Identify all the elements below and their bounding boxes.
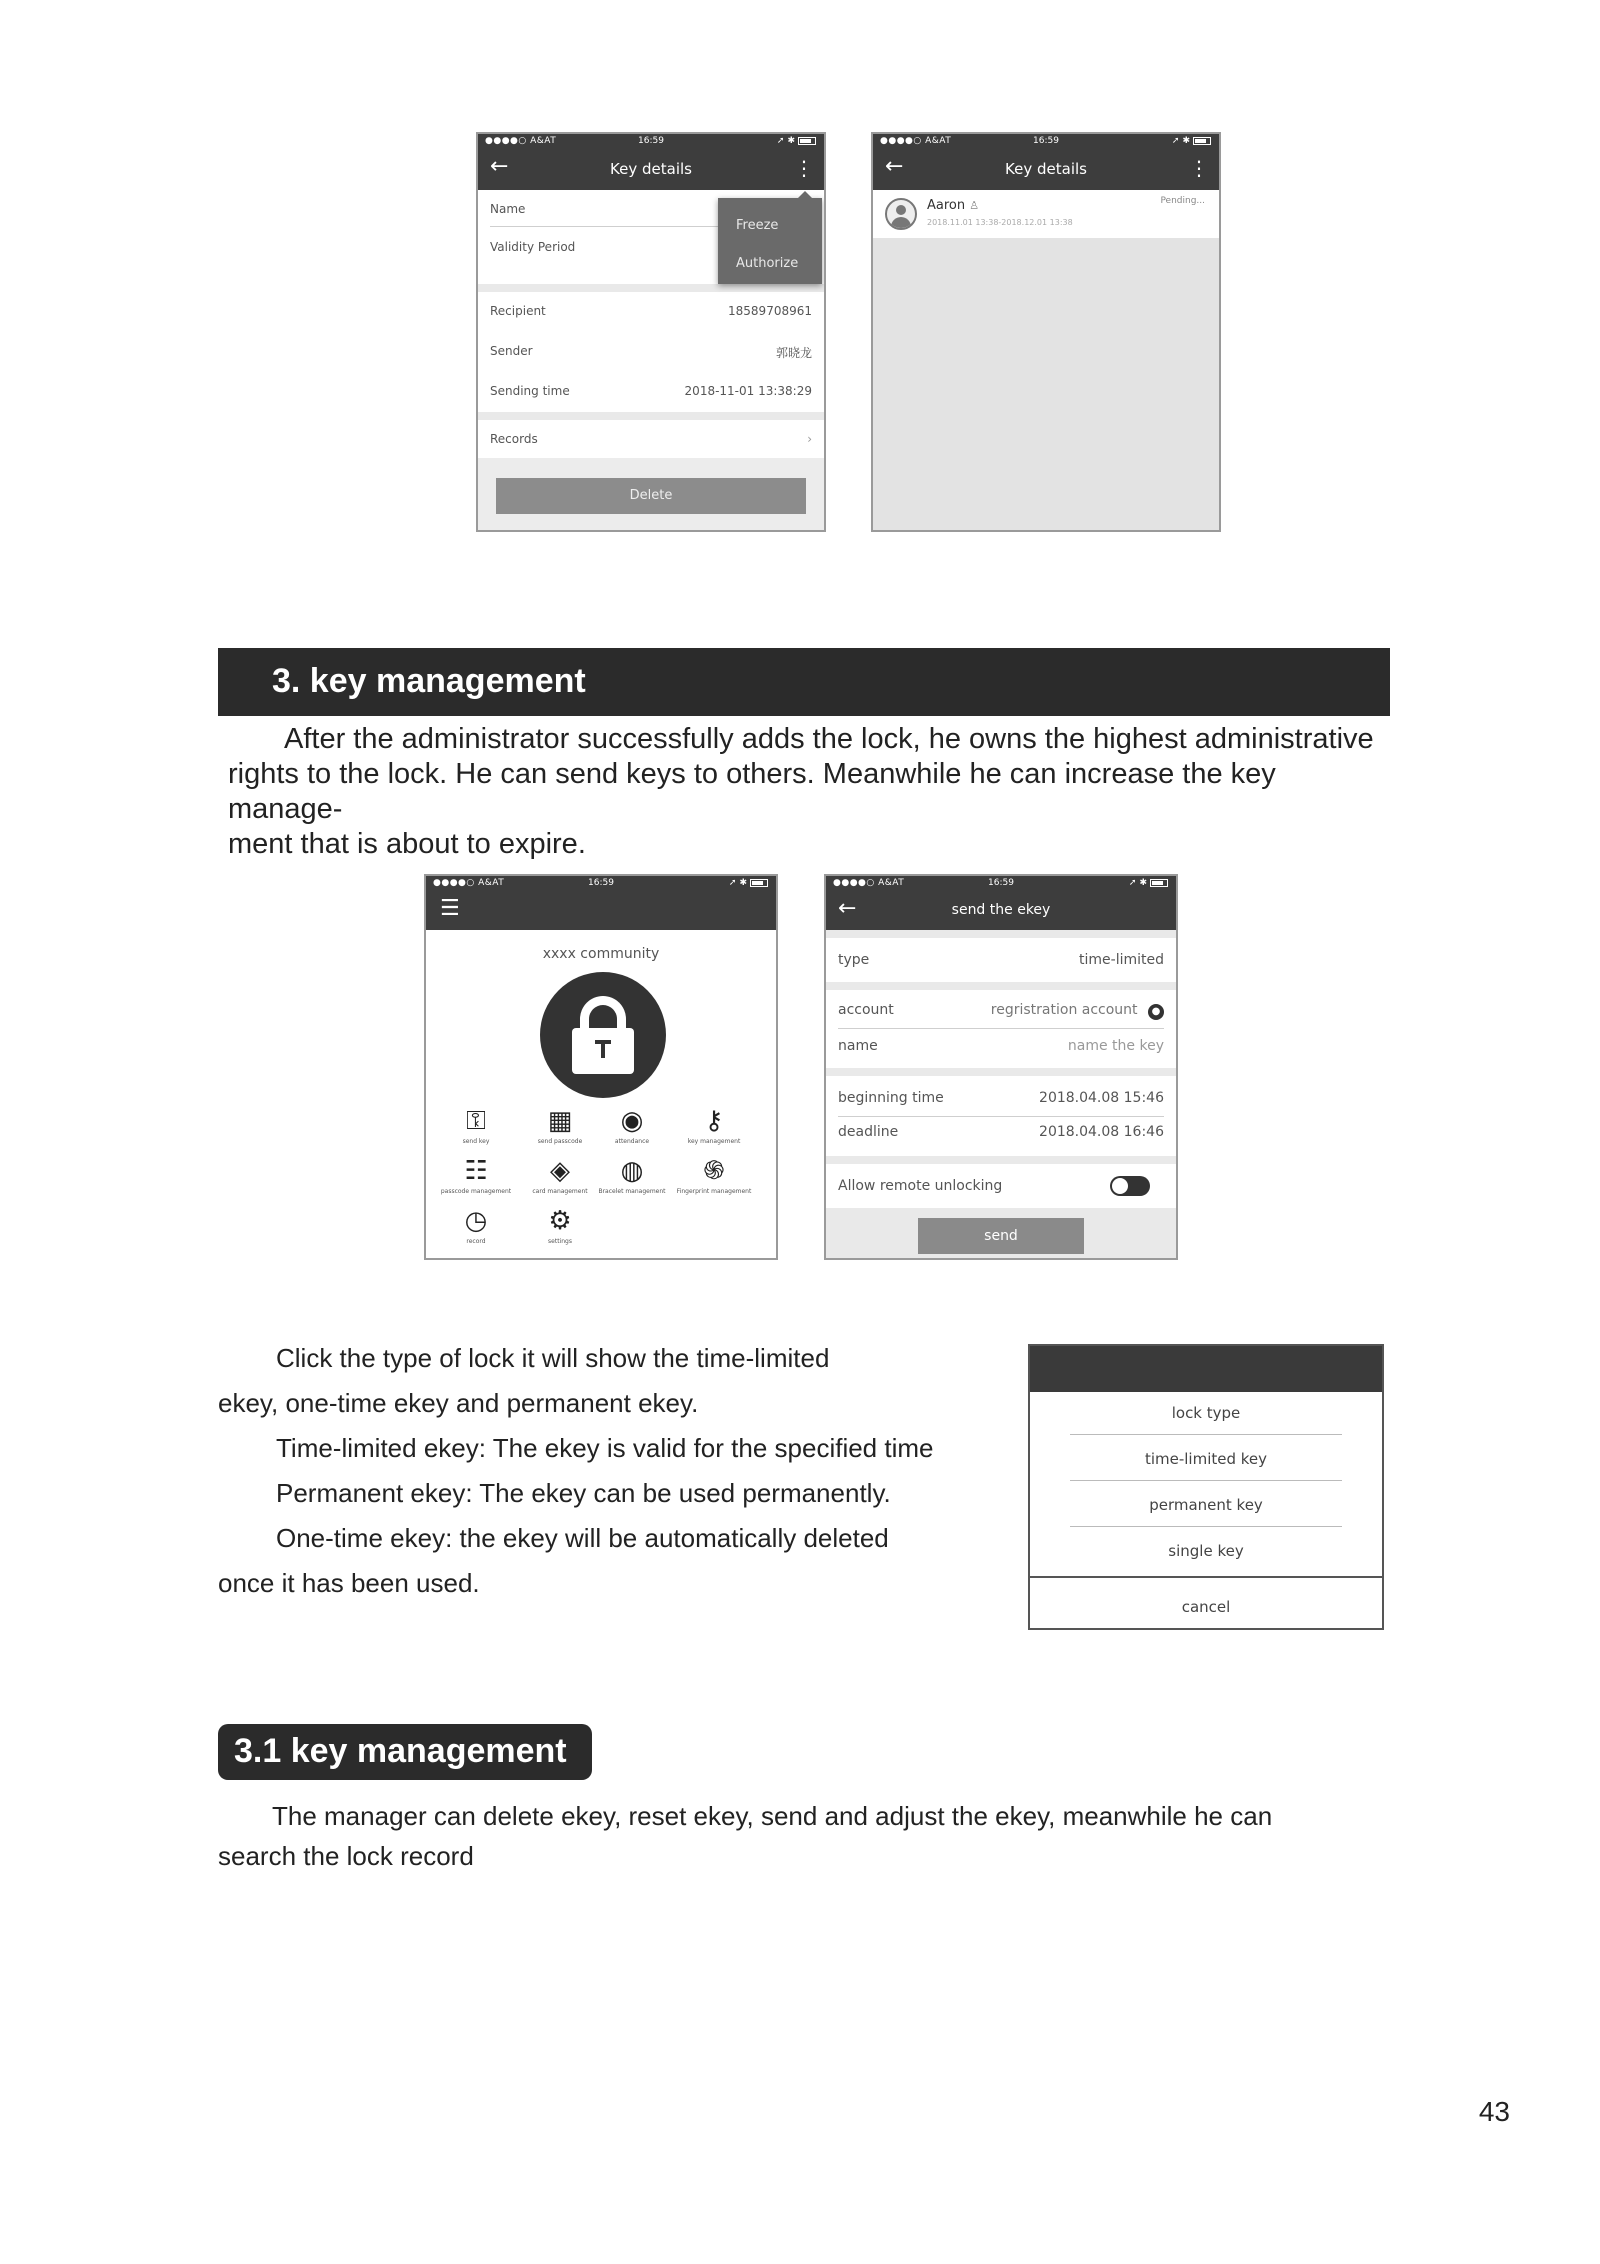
battery-icon — [798, 137, 816, 145]
account-group — [826, 990, 1176, 1068]
paragraph-line: search the lock record — [218, 1841, 474, 1871]
sender-row — [490, 344, 812, 358]
sender-value: 郭晓龙 — [775, 346, 812, 360]
attendance-item[interactable]: ◉ attendance — [592, 1106, 672, 1145]
bluetooth-icon: ✱ — [787, 136, 795, 146]
type-label: type — [838, 952, 870, 968]
location-icon: ➚ — [1128, 878, 1137, 888]
paragraph-line: rights to the lock. He can send keys to others. Meanwhile he can increase the key manage- — [228, 758, 1276, 825]
paragraph-line: After the administrator successfully adds the lock, he owns the highest administrative — [284, 723, 1374, 755]
attendance-icon: ◉ — [620, 1106, 644, 1136]
status-time: 16:59 — [988, 878, 1014, 888]
back-arrow-icon[interactable]: ← — [885, 154, 904, 179]
single-key-option[interactable]: single key — [1168, 1542, 1244, 1560]
bluetooth-icon: ✱ — [1182, 136, 1190, 146]
divider — [838, 1028, 1164, 1029]
status-bar — [478, 134, 824, 150]
back-arrow-icon[interactable]: ← — [838, 896, 857, 921]
description-line: once it has been used. — [218, 1568, 480, 1598]
key-send-icon: ⚿ — [466, 1106, 486, 1136]
divider — [1030, 1576, 1382, 1578]
home-screen — [424, 874, 778, 1260]
type-row[interactable] — [826, 938, 1176, 982]
location-icon: ➚ — [1171, 136, 1180, 146]
bluetooth-icon: ✱ — [739, 878, 747, 888]
cancel-option[interactable]: cancel — [1181, 1598, 1231, 1616]
popup-arrow — [798, 191, 812, 198]
key-details-screen-2 — [871, 132, 1221, 532]
recipient-row — [490, 304, 812, 318]
page-title: send the ekey — [951, 902, 1051, 918]
subsection-header-pill — [218, 1724, 592, 1780]
page-title: Key details — [1005, 160, 1087, 178]
more-vertical-icon[interactable]: ⋮ — [794, 156, 814, 180]
carrier-label: ●●●●○ A&AT — [485, 136, 557, 146]
remote-unlock-toggle[interactable] — [1110, 1176, 1150, 1196]
delete-button[interactable]: Delete — [496, 478, 806, 514]
hamburger-menu-icon[interactable]: ☰ — [440, 896, 460, 921]
section-heading: 3. key management — [272, 662, 586, 700]
status-badge: Pending... — [1160, 196, 1205, 206]
status-bar — [826, 876, 1176, 892]
card-icon: ◈ — [550, 1156, 570, 1186]
location-icon: ➚ — [728, 878, 737, 888]
send-key-item[interactable]: ⚿ send key — [436, 1106, 516, 1145]
user-name: Aaron ♙ — [927, 198, 980, 213]
lock-type-description — [218, 1336, 1018, 1606]
account-label: account — [838, 1002, 894, 1018]
avatar-icon — [885, 198, 917, 230]
key-details-screen-1 — [476, 132, 826, 532]
send-button[interactable]: send — [918, 1218, 1084, 1254]
sending-time-row — [490, 384, 812, 398]
authorize-menu-item[interactable]: Authorize — [736, 256, 799, 271]
history-icon: ◷ — [464, 1206, 488, 1236]
popup-menu — [718, 198, 822, 284]
description-line: ekey, one-time ekey and permanent ekey. — [218, 1388, 699, 1418]
user-dates: 2018.11.01 13:38-2018.12.01 13:38 — [927, 218, 1073, 227]
gear-icon: ⚙ — [548, 1206, 572, 1236]
fingerprint-management-item[interactable]: ֍ Fingerprint management — [674, 1156, 754, 1195]
divider — [838, 1116, 1164, 1117]
carrier-label: ●●●●○ A&AT — [433, 878, 505, 888]
remote-unlock-label: Allow remote unlocking — [838, 1178, 1003, 1194]
sending-time-label: Sending time — [490, 384, 570, 398]
time-limited-key-option[interactable]: time-limited key — [1144, 1450, 1268, 1468]
battery-icon — [1150, 879, 1168, 887]
description-line: Click the type of lock it will show the time-limited — [276, 1343, 830, 1373]
battery-icon — [1193, 137, 1211, 145]
status-bar — [426, 876, 776, 892]
chevron-right-icon: › — [807, 432, 812, 446]
passcode-management-item[interactable]: ☷ passcode management — [436, 1156, 516, 1195]
key-management-item[interactable]: ⚷ key management — [674, 1106, 754, 1145]
records-row[interactable] — [490, 432, 812, 446]
subsection-paragraph — [218, 1796, 1398, 1876]
paragraph-line: ment that is about to expire. — [228, 828, 586, 860]
send-passcode-item[interactable]: ▦ send passcode — [520, 1106, 600, 1145]
contact-icon[interactable]: ● — [1148, 1004, 1164, 1020]
recipient-label: Recipient — [490, 304, 546, 318]
divider — [1070, 1480, 1342, 1481]
beginning-time-value[interactable]: 2018.04.08 15:46 — [1039, 1090, 1164, 1106]
bluetooth-icon: ✱ — [1139, 878, 1147, 888]
sending-time-value: 2018-11-01 13:38:29 — [684, 384, 812, 398]
subsection-heading: 3.1 key management — [234, 1732, 567, 1770]
validity-label: Validity Period — [490, 240, 576, 254]
lock-type-title: lock type — [1171, 1404, 1241, 1422]
key-management-icon: ⚷ — [704, 1106, 724, 1136]
section-paragraph — [228, 722, 1398, 862]
carrier-label: ●●●●○ A&AT — [880, 136, 952, 146]
description-line: Time-limited ekey: The ekey is valid for the specified time — [276, 1433, 934, 1463]
unlock-button[interactable] — [540, 972, 666, 1098]
status-time: 16:59 — [638, 136, 664, 146]
navigation-bar — [826, 876, 1176, 930]
settings-item[interactable]: ⚙ settings — [520, 1206, 600, 1245]
list-item[interactable] — [873, 190, 1219, 238]
description-line: Permanent ekey: The ekey can be used permanently. — [276, 1478, 891, 1508]
page-number: 43 — [1478, 2096, 1510, 2127]
location-icon: ➚ — [776, 136, 785, 146]
status-bar — [873, 134, 1219, 150]
carrier-label: ●●●●○ A&AT — [833, 878, 905, 888]
paragraph-line: The manager can delete ekey, reset ekey, send and adjust the ekey, meanwhile he can — [272, 1801, 1273, 1831]
type-value: time-limited — [1079, 952, 1164, 968]
description-line: One-time ekey: the ekey will be automatically deleted — [276, 1523, 889, 1553]
sender-label: Sender — [490, 344, 533, 358]
remote-unlock-row — [826, 1164, 1176, 1208]
section-gap — [478, 284, 824, 292]
permanent-key-option[interactable]: permanent key — [1149, 1496, 1263, 1514]
navigation-bar — [426, 876, 776, 930]
page-title: Key details — [610, 160, 692, 178]
status-time: 16:59 — [1033, 136, 1059, 146]
card-management-item[interactable]: ◈ card management — [520, 1156, 600, 1195]
account-input[interactable]: regristration account — [990, 1002, 1138, 1018]
send-ekey-screen — [824, 874, 1178, 1260]
record-item[interactable]: ◷ record — [436, 1206, 516, 1245]
name-label: Name — [490, 202, 526, 216]
back-arrow-icon[interactable]: ← — [490, 154, 509, 179]
more-vertical-icon[interactable]: ⋮ — [1189, 156, 1209, 180]
navigation-bar — [478, 134, 824, 190]
recipient-value: 18589708961 — [728, 304, 812, 318]
divider — [1070, 1434, 1342, 1435]
records-label: Records — [490, 432, 538, 446]
navigation-bar — [873, 134, 1219, 190]
name-label: name — [838, 1038, 878, 1054]
name-input[interactable]: name the key — [1067, 1038, 1164, 1054]
community-name: xxxx community — [542, 946, 660, 962]
section-gap — [478, 412, 824, 420]
status-time: 16:59 — [588, 878, 614, 888]
divider — [1070, 1526, 1342, 1527]
beginning-time-label: beginning time — [838, 1090, 944, 1106]
bracelet-management-item[interactable]: ◍ Bracelet management — [592, 1156, 672, 1195]
deadline-value[interactable]: 2018.04.08 16:46 — [1039, 1124, 1164, 1140]
section-header-bar — [218, 648, 1390, 716]
fingerprint-icon: ֍ — [703, 1156, 725, 1186]
padlock-icon — [572, 1028, 634, 1074]
freeze-menu-item[interactable]: Freeze — [736, 218, 779, 233]
time-group — [826, 1076, 1176, 1156]
battery-icon — [750, 879, 768, 887]
deadline-label: deadline — [838, 1124, 899, 1140]
menu-header — [1030, 1346, 1382, 1392]
bracelet-icon: ◍ — [620, 1156, 644, 1186]
lock-type-menu — [1028, 1344, 1384, 1630]
calculator-icon: ▦ — [547, 1106, 573, 1136]
user-outline-icon: ♙ — [969, 199, 980, 212]
passcode-list-icon: ☷ — [464, 1156, 488, 1186]
